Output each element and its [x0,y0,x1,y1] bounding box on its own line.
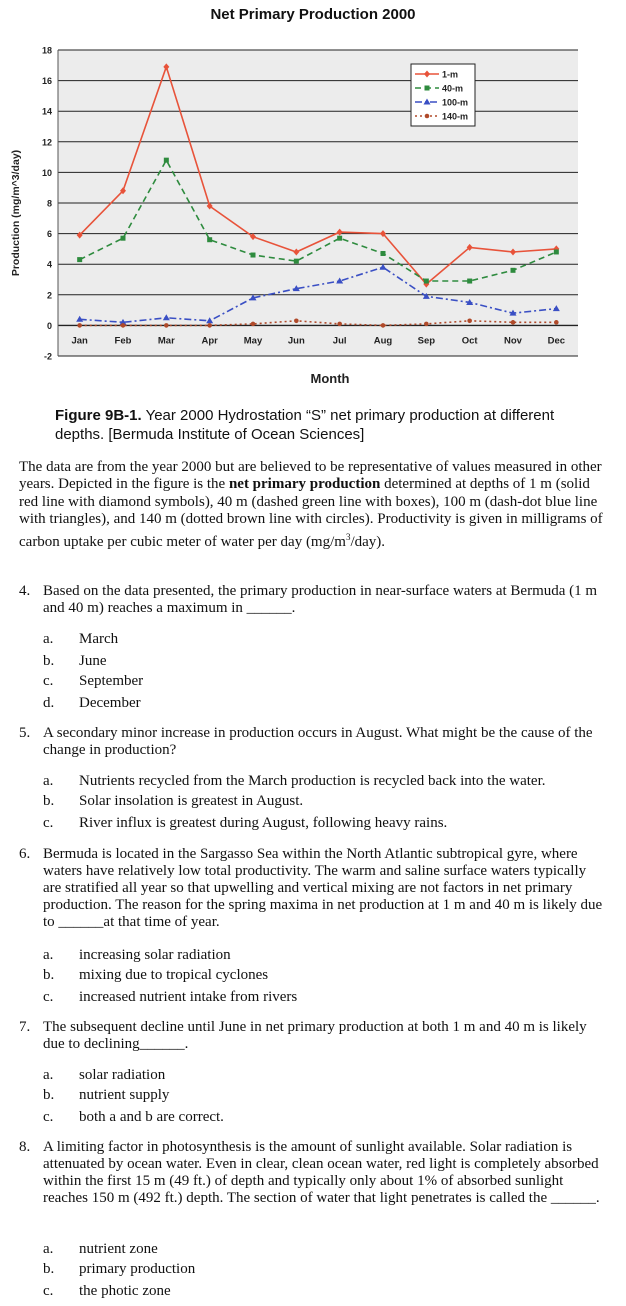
x-tick-label: Nov [504,335,522,347]
y-tick-label: 14 [41,106,52,117]
x-tick-label: Apr [201,335,218,347]
question-7 [19,1019,604,1053]
question-number: 5. [19,725,31,741]
y-axis-title: Production (mg/m^3/day) [10,149,22,277]
data-point-40-m [294,259,299,264]
intro-text-2: determined at depths of 1 m (solid red line with diamond symbols), 40 m (dashed green line with boxes), 100 m (dash-dot blue line with triangles), and 140 m (dotted brown line with circles). Productivity is given in milligrams of carbon uptake per cubic meter of water per day (mg/m [19,476,603,550]
x-tick-label: Jan [71,335,88,347]
x-tick-label: Jul [332,335,347,347]
data-point-140-m [424,322,429,327]
data-point-40-m [424,279,429,284]
data-point-140-m [511,320,516,325]
figure-caption-text: Year 2000 Hydrostation “S” net primary production at different depths. [Bermuda Institute of Ocean Sciences] [55,407,555,443]
option-letter: b. [43,1261,55,1277]
question-number: 4. [19,583,31,599]
chart [0,0,626,395]
legend-marker [425,86,430,91]
question-number: 7. [19,1019,31,1035]
intro-text-3: /day). [350,533,386,550]
y-tick-label: 6 [46,229,52,240]
x-axis-title: Month [310,371,350,386]
y-tick-label: 8 [46,198,52,209]
option-text: September [79,673,144,689]
option-letter: c. [43,673,54,689]
data-point-140-m [77,323,82,328]
option-letter: b. [43,967,55,983]
option-letter: a. [43,947,54,963]
y-tick-label: 10 [41,167,52,178]
data-point-40-m [337,236,342,241]
chart-canvas [0,0,626,395]
question-text: A limiting factor in photosynthesis is the amount of sunlight available. Solar radiation is attenuated by ocean water. Even in clear, clean ocean water, red light is completely absorbed within the first 15 m (49 ft.) of depth and typically only about 1% of absorbed sunlight reaches 150 m (492 ft.) depth. The section of water that light penetrates is called the ______. [43,1139,600,1206]
data-point-40-m [207,237,212,242]
option-text: both a and b are correct. [79,1109,224,1125]
legend-marker [425,114,430,119]
data-point-140-m [121,323,126,328]
x-tick-label: Dec [547,335,566,347]
y-tick-label: 0 [46,320,52,331]
intro-text-1: The data are from the year 2000 but are believed to be representative of values measured in other years. Depicted in the figure is the [19,459,602,493]
y-tick-label: 2 [46,290,52,301]
option-text: mixing due to tropical cyclones [79,967,269,983]
data-point-140-m [294,319,299,324]
y-tick-label: 12 [41,137,52,148]
option-letter: c. [43,1109,54,1125]
x-tick-label: Sep [417,335,436,347]
question-text: Based on the data presented, the primary production in near-surface waters at Bermuda (1 m and 40 m) reaches a maximum in ______. [43,583,598,616]
legend-label: 140-m [442,111,469,122]
question-number: 6. [19,846,31,862]
option-letter: d. [43,695,55,711]
data-point-140-m [467,319,472,324]
figure-label: Figure 9B-1. [55,407,142,424]
legend-label: 100-m [442,97,469,108]
option-letter: a. [43,631,54,647]
option-letter: b. [43,793,55,809]
option-letter: b. [43,1087,55,1103]
data-point-140-m [554,320,559,325]
option-text: March [79,631,119,647]
intro-superscript: 3 [345,531,351,542]
y-tick-label: 4 [46,259,52,270]
question-6 [19,846,604,931]
question-text: A secondary minor increase in production occurs in August. What might be the cause of the change in production? [43,725,593,758]
intro-bold-term: net primary production [228,476,381,493]
option-letter: c. [43,815,54,831]
data-point-40-m [511,268,516,273]
question-4 [19,583,604,617]
option-text: Nutrients recycled from the March production is recycled back into the water. [79,773,546,789]
figure-caption [55,406,575,444]
y-tick-label: 16 [41,76,52,87]
option-letter: a. [43,1067,54,1083]
legend-label: 1-m [442,69,459,80]
x-tick-label: Jun [287,335,305,347]
data-point-40-m [121,236,126,241]
option-letter: b. [43,653,55,669]
option-text: solar radiation [79,1067,166,1083]
legend-label: 40-m [442,83,464,94]
option-text: Solar insolation is greatest in August. [79,793,304,809]
option-text: June [79,653,107,669]
intro-paragraph [19,459,604,551]
option-text: nutrient zone [79,1241,158,1257]
option-letter: c. [43,1283,54,1299]
question-number: 8. [19,1139,31,1155]
chart-title: Net Primary Production 2000 [210,6,416,23]
data-point-40-m [554,249,559,254]
data-point-140-m [164,323,169,328]
question-text: Bermuda is located in the Sargasso Sea within the North Atlantic subtropical gyre, where waters have relatively low total productivity. The warm and saline surface waters typically are stratified all year so that upwelling and vertical mixing are not factors in net primary production. The reason for the spring maxima in net production at 1 m and 40 m is likely due to ______at that time of year. [43,846,603,930]
option-text: December [79,695,141,711]
data-point-140-m [381,323,386,328]
option-text: River influx is greatest during August, following heavy rains. [79,815,448,831]
data-point-40-m [251,253,256,258]
x-tick-label: Aug [373,335,393,347]
option-text: the photic zone [79,1283,171,1299]
question-text: The subsequent decline until June in net primary production at both 1 m and 40 m is likely due to declining______. [43,1019,587,1052]
data-point-40-m [164,158,169,163]
option-text: nutrient supply [79,1087,170,1103]
y-tick-label: -2 [43,351,52,362]
question-8 [19,1139,604,1207]
question-5 [19,725,604,759]
data-point-40-m [467,279,472,284]
data-point-140-m [251,322,256,327]
data-point-40-m [381,251,386,256]
y-tick-label: 18 [41,45,52,56]
x-tick-label: May [243,335,263,347]
data-point-40-m [77,257,82,262]
option-letter: c. [43,989,54,1005]
option-text: primary production [79,1261,196,1277]
x-tick-label: Mar [157,335,175,347]
x-tick-label: Oct [461,335,478,347]
option-text: increasing solar radiation [79,947,231,963]
data-point-140-m [337,322,342,327]
option-letter: a. [43,1241,54,1257]
data-point-140-m [207,323,212,328]
option-text: increased nutrient intake from rivers [79,989,298,1005]
option-letter: a. [43,773,54,789]
x-tick-label: Feb [114,335,132,347]
